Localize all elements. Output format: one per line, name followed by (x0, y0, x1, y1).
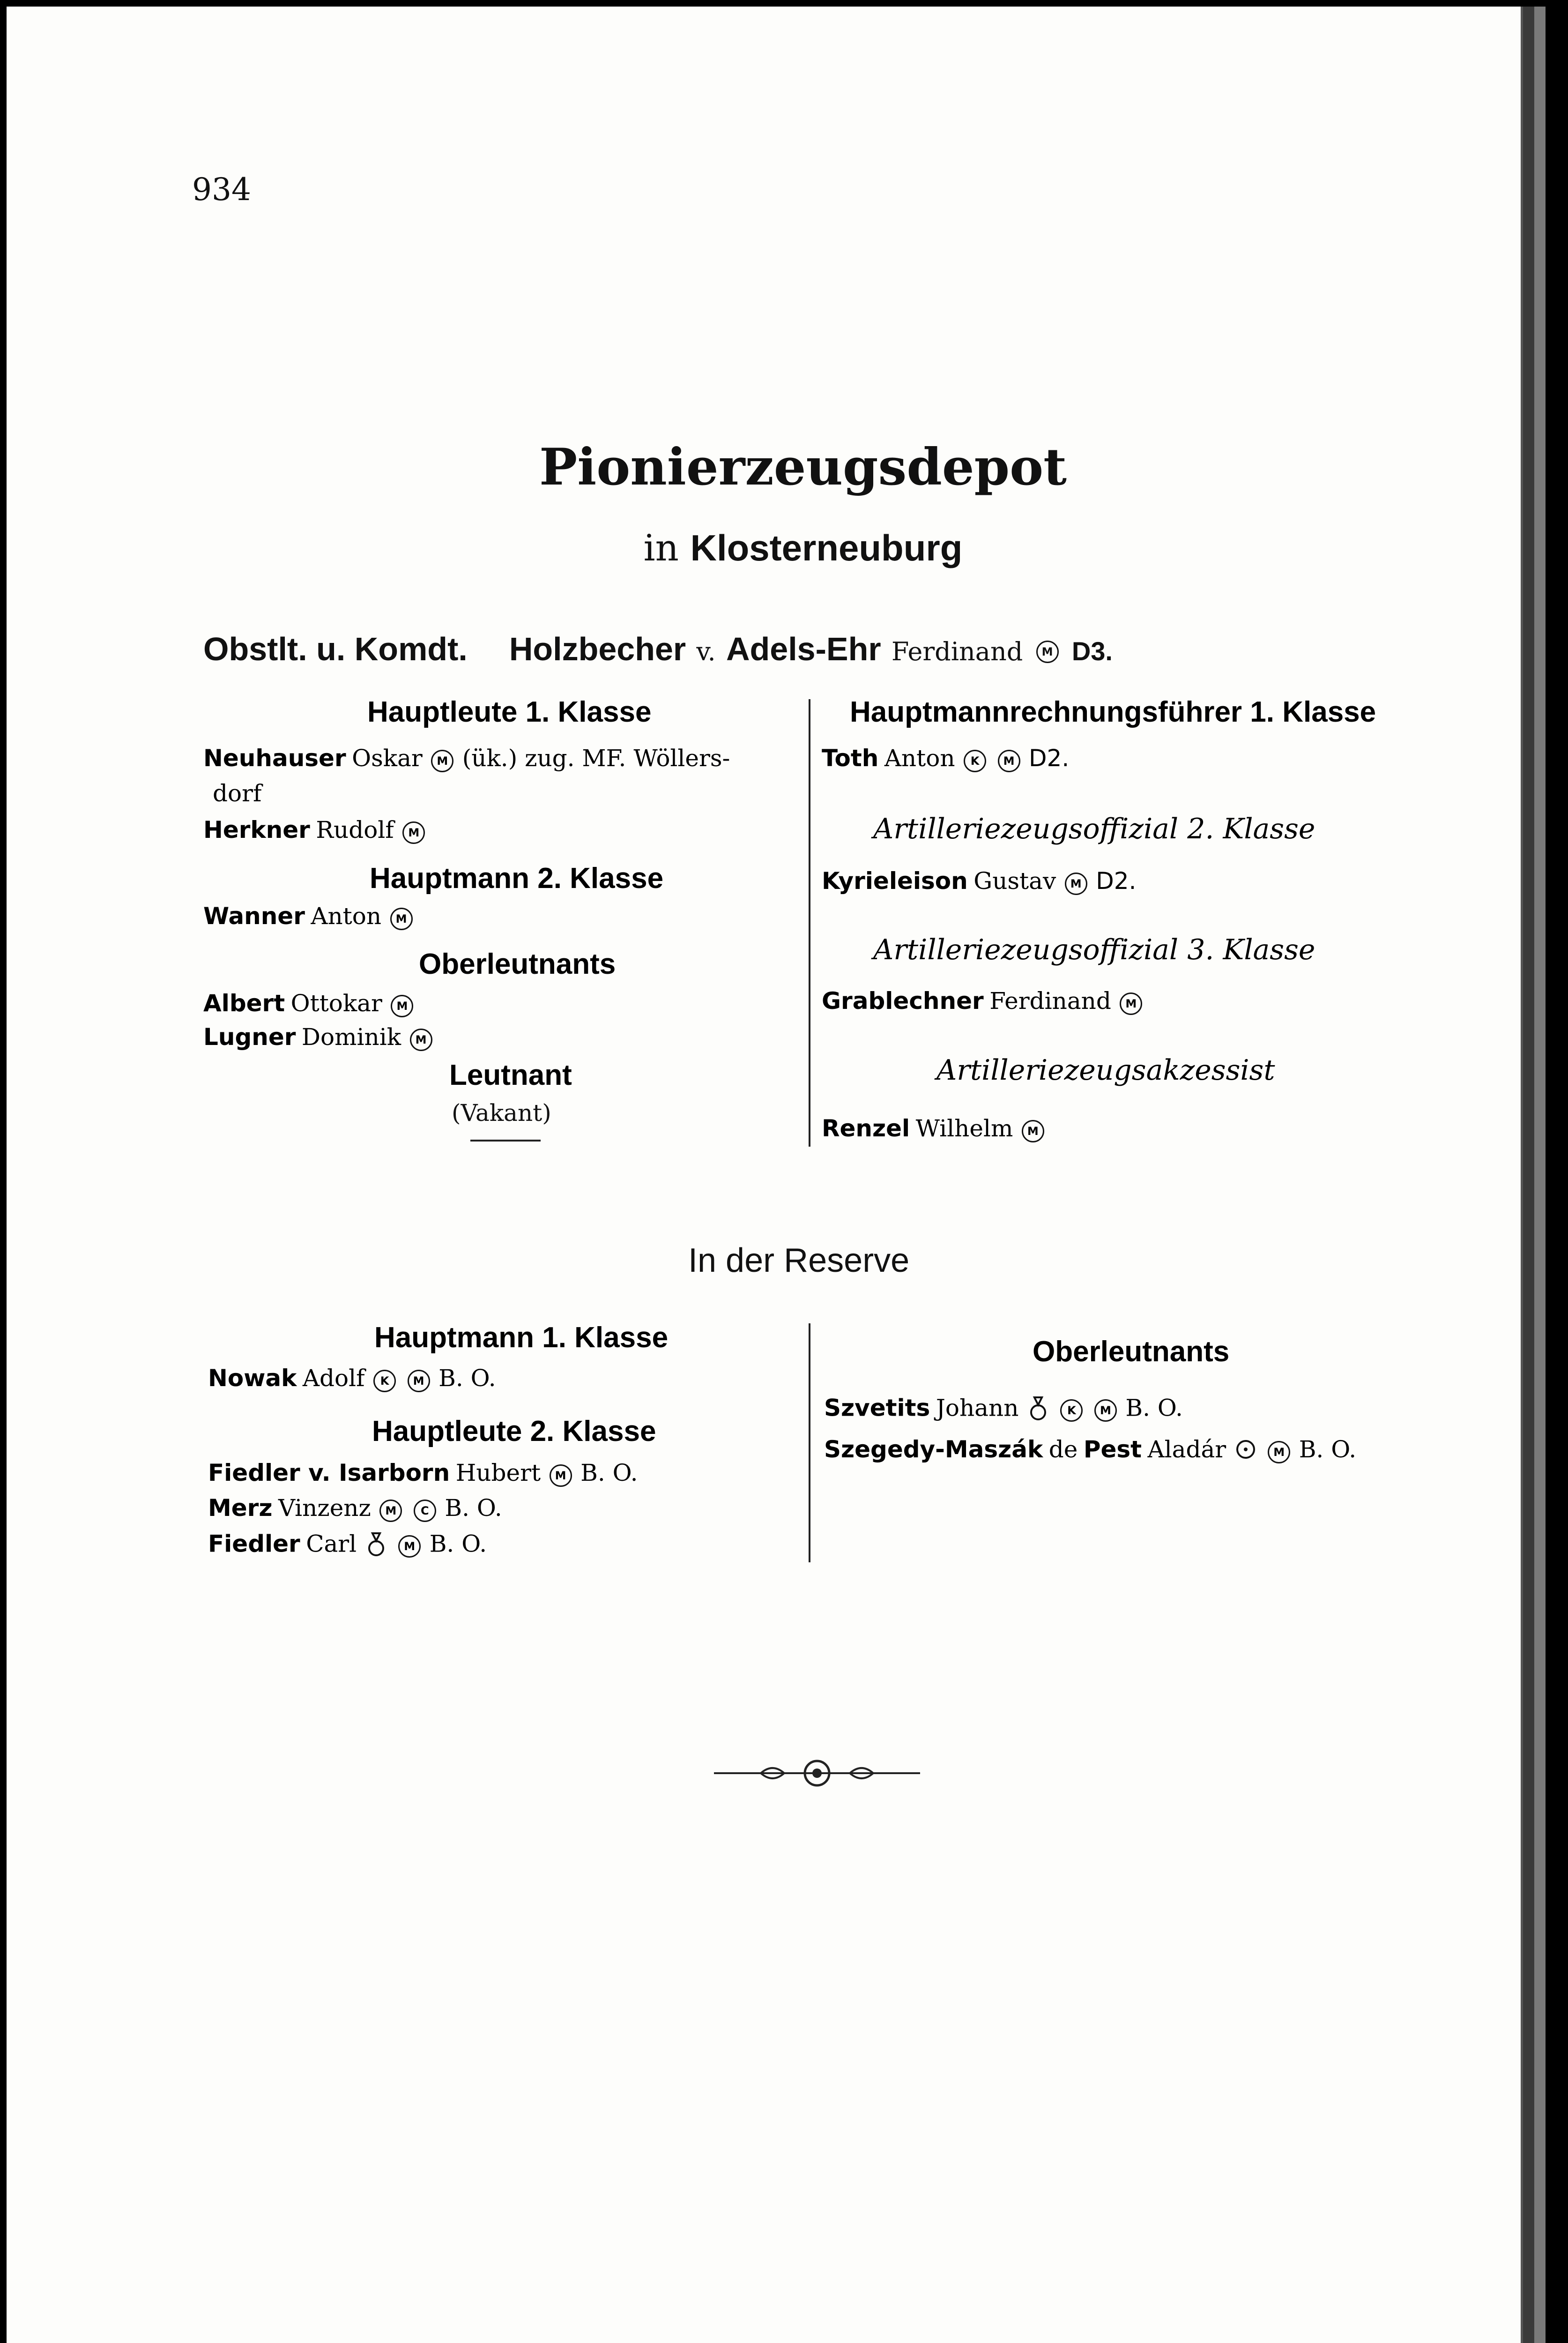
entry-given: Rudolf (316, 816, 394, 843)
left-entry-4 (203, 990, 416, 1017)
entry-surname2: Pest (1083, 1436, 1142, 1463)
medal-k-icon: K (373, 1370, 396, 1392)
right-heading-1: Hauptmannrechnungsführer 1. Klasse (850, 696, 1376, 728)
medal-m-icon: M (410, 1029, 432, 1051)
entry-surname: Kyrieleison (822, 867, 968, 895)
column-divider (809, 699, 810, 1147)
medal-c-icon: C (414, 1500, 436, 1522)
right-entry-2 (822, 867, 1136, 895)
commander-surname: Holzbecher (509, 631, 686, 667)
left-entry-1-continuation: dorf (213, 780, 262, 807)
reserve-left-entry-3 (208, 1494, 502, 1522)
entry-surname: Lugner (203, 1023, 296, 1051)
entry-given: Oskar (352, 745, 423, 772)
left-heading-4: Leutnant (449, 1059, 572, 1091)
medal-m-icon: M (1094, 1399, 1117, 1422)
reserve-left-entry-4 (208, 1530, 487, 1563)
reserve-right-entry-1 (824, 1394, 1183, 1427)
commander-marks: D3. (1071, 636, 1113, 666)
entry-given: Adolf (302, 1365, 365, 1392)
entry-surname: Toth (822, 745, 879, 772)
entry-particle: de (1048, 1436, 1078, 1463)
entry-surname: Albert (203, 990, 285, 1017)
reserve-right-heading-1: Oberleutnants (1033, 1336, 1230, 1368)
medal-m-icon: M (379, 1500, 402, 1522)
page-title: Pionierzeugsdepot (539, 438, 1067, 497)
entry-surname: Wanner (203, 903, 305, 930)
entry-surname: Grablechner (822, 987, 984, 1015)
left-entry-3 (203, 903, 416, 930)
right-heading-4: Artilleriezeugsakzessist (936, 1054, 1275, 1087)
short-rule (470, 1140, 541, 1142)
medal-m-icon: M (1065, 873, 1087, 895)
right-heading-2: Artilleriezeugsoffizial 2. Klasse (873, 813, 1315, 845)
reserve-left-heading-2: Hauptleute 2. Klasse (372, 1415, 656, 1448)
commander-particle: v. (696, 637, 716, 666)
entry-given: Carl (306, 1530, 357, 1558)
dot-circle-icon (1235, 1439, 1256, 1466)
medal-m-icon: M (408, 1370, 430, 1392)
medal-m-icon: M (402, 821, 425, 844)
medal-k-icon: K (964, 750, 986, 772)
entry-detail: (ük.) zug. MF. Wöllers- (462, 745, 730, 772)
entry-bo: B. O. (429, 1530, 487, 1558)
medal-k-icon: K (1060, 1399, 1083, 1422)
medal-m-icon: M (550, 1464, 572, 1487)
subtitle-prefix: in (643, 527, 679, 569)
medal-m-icon: M (398, 1535, 421, 1558)
commander-line (203, 630, 1113, 668)
reserve-left-heading-1: Hauptmann 1. Klasse (374, 1321, 669, 1354)
commander-given: Ferdinand (891, 637, 1023, 666)
left-heading-1: Hauptleute 1. Klasse (367, 696, 652, 728)
entry-bo: B. O. (580, 1459, 638, 1486)
page-subtitle (7, 527, 1568, 569)
entry-bo: B. O. (1125, 1394, 1183, 1422)
right-entry-1 (822, 745, 1069, 772)
entry-surname: Merz (208, 1494, 273, 1522)
subtitle-place: Klosterneuburg (690, 527, 963, 568)
entry-given: Gustav (973, 867, 1056, 895)
order-icon (1027, 1394, 1049, 1427)
entry-surname: Fiedler (208, 1530, 300, 1558)
entry-marks: D2. (1096, 867, 1137, 895)
entry-marks: D2. (1029, 745, 1070, 772)
entry-surname: Fiedler v. Isarborn (208, 1459, 450, 1486)
entry-given: Vinzenz (278, 1494, 371, 1522)
entry-bo: B. O. (445, 1494, 502, 1522)
entry-surname: Neuhauser (203, 745, 346, 772)
entry-given: Dominik (301, 1023, 401, 1051)
right-entry-3 (822, 987, 1145, 1015)
left-entry-5 (203, 1023, 435, 1051)
entry-surname: Nowak (208, 1365, 297, 1392)
entry-given: Johann (936, 1394, 1019, 1422)
right-heading-3: Artilleriezeugsoffizial 3. Klasse (873, 933, 1315, 966)
medal-m-icon: M (1120, 992, 1142, 1015)
reserve-column-divider (809, 1323, 810, 1562)
page-sheet (7, 7, 1523, 2343)
commander-rank: Obstlt. u. Komdt. (203, 631, 468, 667)
entry-given: Wilhelm (915, 1115, 1013, 1142)
entry-bo: B. O. (1299, 1436, 1357, 1463)
entry-given: Ottokar (290, 990, 382, 1017)
entry-given: Ferdinand (989, 987, 1111, 1015)
order-icon (365, 1530, 387, 1563)
medal-m-icon: M (1268, 1441, 1290, 1463)
left-heading-2: Hauptmann 2. Klasse (370, 862, 664, 895)
entry-given: Anton (311, 903, 382, 930)
left-heading-3: Oberleutnants (419, 948, 616, 980)
page-number: 934 (192, 172, 251, 208)
entry-surname: Szegedy-Maszák (824, 1436, 1043, 1463)
entry-given: Hubert (455, 1459, 541, 1486)
reserve-heading: In der Reserve (688, 1242, 910, 1279)
left-entry-1 (203, 745, 730, 772)
entry-surname: Szvetits (824, 1394, 930, 1422)
left-entry-2 (203, 816, 428, 844)
medal-m-icon: M (391, 995, 413, 1017)
entry-given: Anton (884, 745, 955, 772)
commander-surname2: Adels-Ehr (726, 631, 881, 667)
entry-given: Aladár (1147, 1436, 1226, 1463)
reserve-right-entry-2 (824, 1436, 1356, 1466)
reserve-left-entry-2 (208, 1459, 638, 1487)
medal-m-icon: M (1036, 641, 1059, 663)
right-entry-4 (822, 1115, 1047, 1142)
medal-m-icon: M (1022, 1120, 1044, 1142)
reserve-left-entry-1 (208, 1365, 496, 1392)
ornament-divider-icon (714, 1754, 920, 1794)
medal-m-icon: M (998, 750, 1020, 772)
entry-surname: Herkner (203, 816, 310, 843)
entry-surname: Renzel (822, 1115, 910, 1142)
medal-m-icon: M (431, 750, 453, 772)
entry-bo: B. O. (438, 1365, 496, 1392)
medal-m-icon: M (390, 908, 413, 930)
vakant-note: (Vakant) (452, 1099, 551, 1127)
